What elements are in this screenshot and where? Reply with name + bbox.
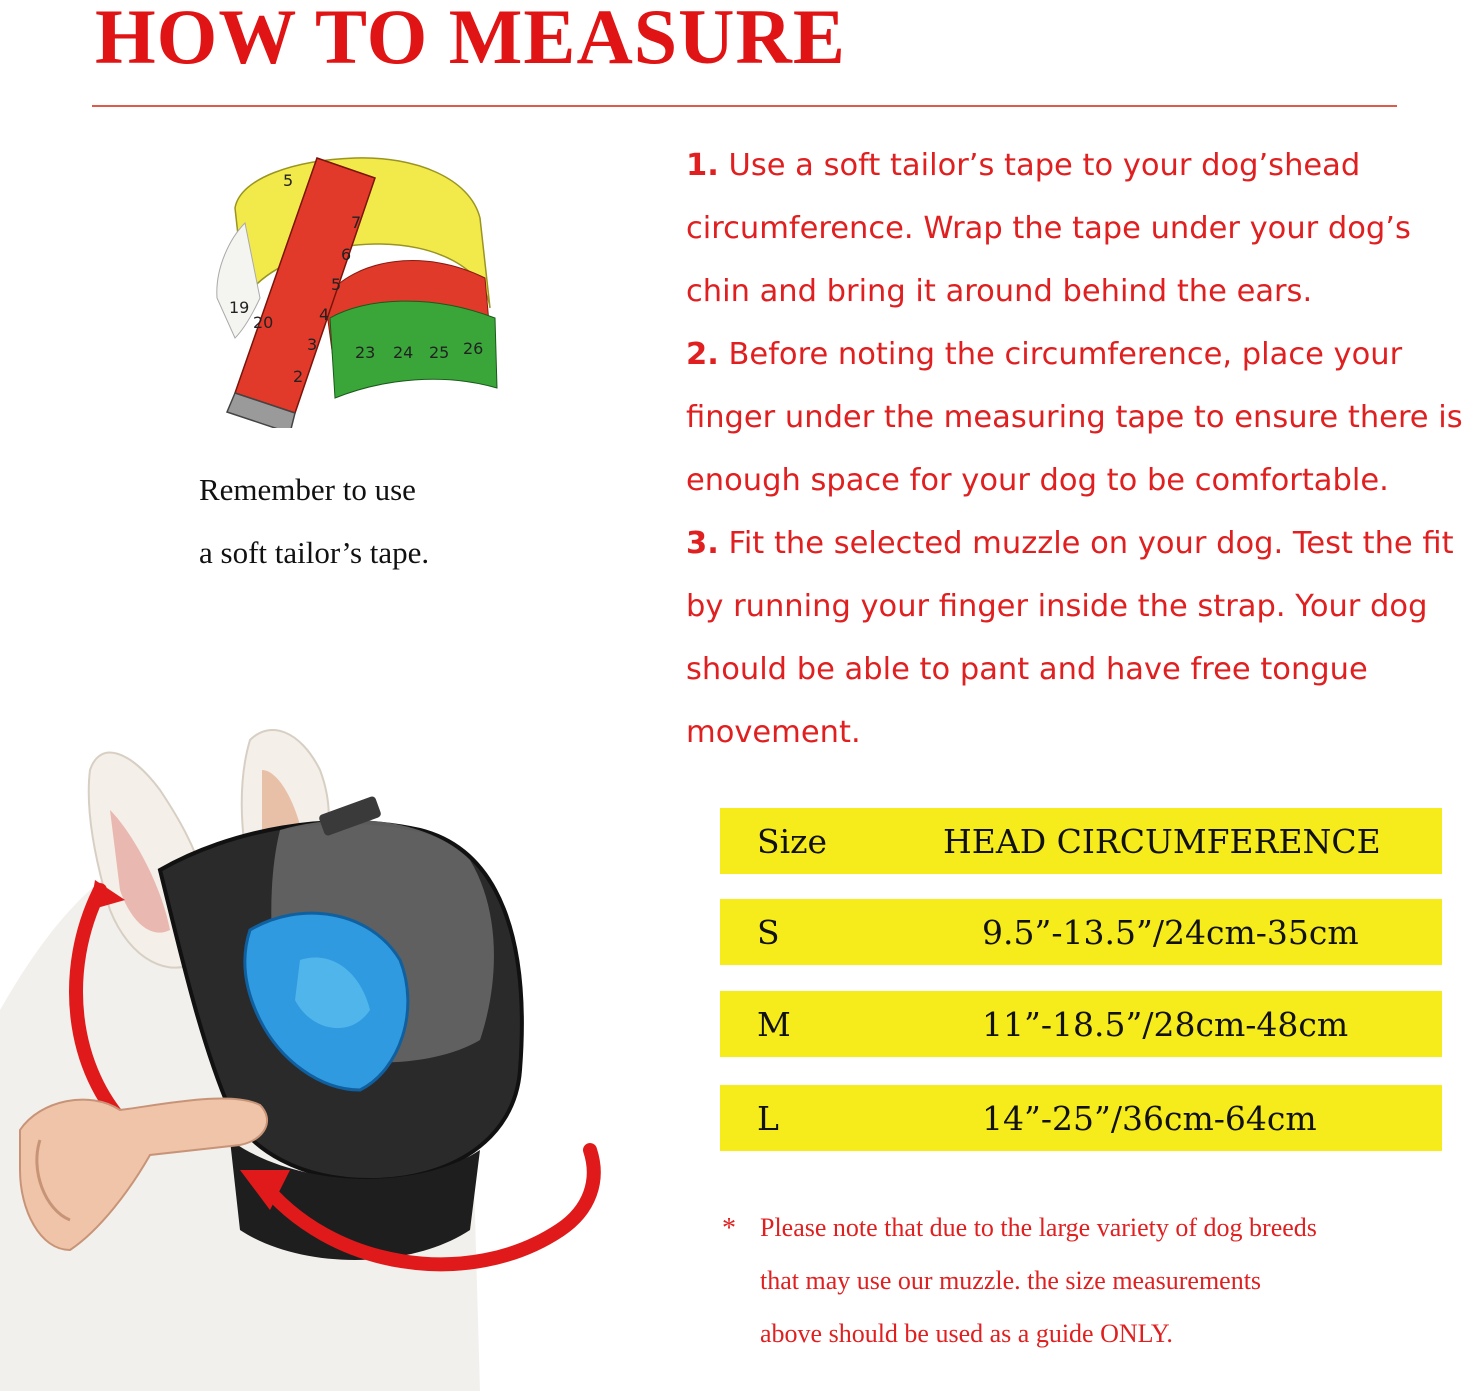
size-note bbox=[722, 1201, 1317, 1360]
size-header: Size bbox=[757, 822, 828, 861]
step-1 bbox=[686, 134, 1471, 323]
tape-caption bbox=[199, 458, 429, 584]
tape-number: 26 bbox=[463, 339, 484, 358]
size-value: 11”-18.5”/28cm-48cm bbox=[982, 1005, 1349, 1044]
step-number: 3. bbox=[686, 526, 719, 561]
size-row bbox=[720, 1085, 1442, 1151]
tape-number: 19 bbox=[229, 298, 250, 317]
note-line: that may use our muzzle. the size measurements bbox=[760, 1266, 1262, 1295]
tape-caption-line1: Remember to use bbox=[199, 472, 416, 507]
tape-number: 25 bbox=[429, 343, 450, 362]
tape-number: 20 bbox=[253, 313, 274, 332]
tape-caption-line2: a soft tailor’s tape. bbox=[199, 535, 430, 570]
step-2 bbox=[686, 323, 1471, 512]
step-number: 1. bbox=[686, 148, 719, 183]
tape-number: 5 bbox=[331, 275, 342, 294]
step-text: Before noting the circumference, place your finger under the measuring tape to ensure there is enough space for your dog to be comfortable. bbox=[686, 337, 1463, 498]
measuring-tape-image bbox=[205, 148, 505, 428]
tape-number: 7 bbox=[351, 213, 362, 232]
step-text: Fit the selected muzzle on your dog. Test the fit by running your finger inside the strap. Your dog should be able to pant and have free tongue movement. bbox=[686, 526, 1454, 750]
tape-number: 3 bbox=[307, 335, 318, 354]
size-value: 14”-25”/36cm-64cm bbox=[982, 1099, 1317, 1138]
title-divider bbox=[92, 105, 1397, 107]
circumference-header: HEAD CIRCUMFERENCE bbox=[943, 822, 1381, 861]
step-text: Use a soft tailor’s tape to your dog’shead circumference. Wrap the tape under your dog’s chin and bring it around behind the ears. bbox=[686, 148, 1411, 309]
tape-number: 23 bbox=[355, 343, 376, 362]
size-value: 9.5”-13.5”/24cm-35cm bbox=[982, 913, 1359, 952]
size-label: L bbox=[757, 1099, 779, 1138]
tape-number: 6 bbox=[341, 245, 352, 264]
size-row bbox=[720, 991, 1442, 1057]
asterisk-icon: * bbox=[722, 1213, 736, 1244]
measure-steps bbox=[686, 134, 1471, 764]
note-line: Please note that due to the large variety of dog breeds bbox=[760, 1213, 1317, 1242]
step-3 bbox=[686, 512, 1471, 764]
note-line: above should be used as a guide ONLY. bbox=[760, 1319, 1173, 1348]
size-label: M bbox=[757, 1005, 791, 1044]
tape-number: 5 bbox=[283, 171, 294, 190]
size-row bbox=[720, 899, 1442, 965]
page-title: HOW TO MEASURE bbox=[95, 0, 846, 80]
tape-number: 2 bbox=[293, 367, 304, 386]
tape-number: 24 bbox=[393, 343, 414, 362]
tape-number: 4 bbox=[319, 305, 330, 324]
dog-muzzle-photo bbox=[0, 710, 700, 1391]
size-label: S bbox=[757, 913, 780, 952]
size-table-header bbox=[720, 808, 1442, 874]
step-number: 2. bbox=[686, 337, 719, 372]
